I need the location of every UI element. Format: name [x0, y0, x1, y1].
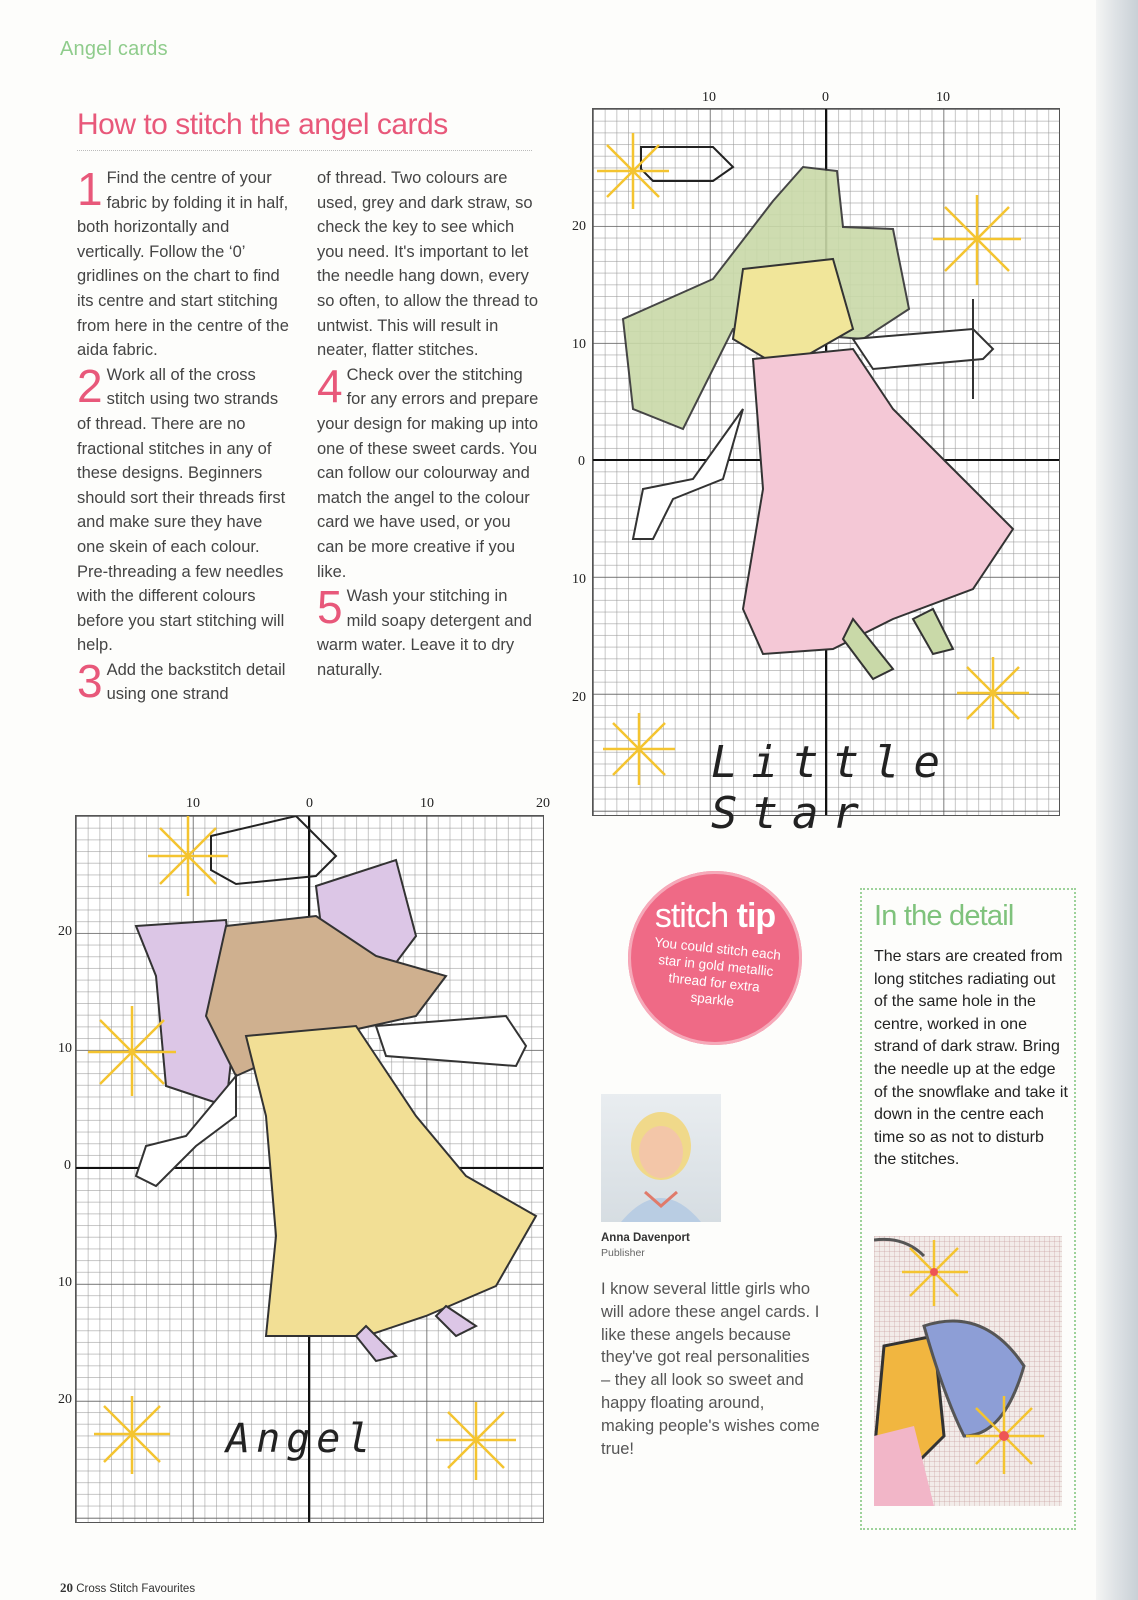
detail-photo [874, 1236, 1062, 1506]
chart1-side-label: 10 [572, 572, 586, 587]
chart1-side-label: 0 [578, 454, 585, 469]
title-divider [77, 150, 532, 151]
step-3 [77, 654, 292, 707]
step-text: Find the centre of your fabric by folding it in half, both horizontally and vertically. Follow the ‘0’ gridlines on the chart to find its centre and start stitching from here in the centre of the aida fabric. [77, 169, 289, 360]
tip-heading-a: stitch [654, 897, 729, 935]
chart2-top-label: 10 [186, 796, 200, 811]
little-star-motif [593, 109, 1059, 815]
chart-angel [75, 815, 544, 1523]
step-3-continued: of thread. Two colours are used, grey and dark straw, so check the key to see which you need. It's important to let the needle hang down, every so often, to allow the thread to untwist. This will result in neater, flatter stitches. [317, 169, 539, 360]
instructions-column-1 [77, 163, 292, 707]
tip-heading [628, 897, 802, 936]
publisher-portrait-illustration [601, 1094, 721, 1222]
step-2 [77, 359, 292, 658]
chart1-side-label: 20 [572, 690, 586, 705]
chart1-top-label: 10 [702, 90, 716, 105]
publisher-name: Anna Davenport [601, 1232, 690, 1244]
article-title: How to stitch the angel cards [77, 108, 448, 141]
chart2-side-label: 20 [58, 924, 72, 939]
chart2-side-label: 0 [64, 1158, 71, 1173]
chart1-top-label: 0 [822, 90, 829, 105]
angel-caption: Angel [226, 1416, 377, 1462]
tip-heading-b: tip [736, 897, 776, 935]
chart1-side-label: 10 [572, 337, 586, 352]
chart1-top-label: 10 [936, 90, 950, 105]
detail-text: The stars are created from long stitches radiating out of the same hole in the centre, worked in one strand of dark straw. Bring the needle up at the edge of the snowflake and take it down in the centre each time so as not to disturb the stitches. [874, 948, 1068, 1169]
in-the-detail-panel [860, 888, 1076, 1530]
detail-heading: In the detail [874, 900, 1014, 932]
step-text: Wash your stitching in mild soapy detergent and warm water. Leave it to dry naturally. [317, 587, 532, 679]
step-number: 3 [77, 654, 103, 707]
chart2-side-label: 10 [58, 1275, 72, 1290]
stitch-tip-badge [628, 871, 802, 1045]
step-1 [77, 163, 292, 363]
stitch-closeup-illustration [874, 1236, 1062, 1506]
publisher-photo [601, 1094, 721, 1222]
step-number: 1 [77, 163, 103, 215]
step-text: Work all of the cross stitch using two strands of thread. There are no fractional stitches in any of these designs. Beginners should sort their threads first and make sure they have one skein of each colour. Pre-threading a few needles with the different colours before you start stitching will help. [77, 365, 286, 655]
step-text: Check over the stitching for any errors and prepare your design for making up into one of these sweet cards. You can follow our colourway and match the angel to the colour card we have used, or you can be more creative if you like. [317, 365, 539, 581]
page-footer [60, 1580, 195, 1596]
section-header: Angel cards [60, 38, 168, 60]
publisher-quote: I know several little girls who will adore these angel cards. I like these angels because they've got real personalities – they all look so sweet and happy floating around, making people's wishes come true! [601, 1280, 820, 1458]
step-5 [317, 581, 539, 682]
step-number: 2 [77, 359, 103, 412]
step-number: 5 [317, 581, 343, 634]
page-binding-shadow [1096, 0, 1138, 1600]
instructions-column-2 [317, 166, 539, 682]
chart2-top-label: 10 [420, 796, 434, 811]
chart-little-star [592, 108, 1060, 839]
page-number: 20 [60, 1580, 73, 1595]
step-text: Add the backstitch detail using one strand [106, 660, 286, 704]
magazine-name: Cross Stitch Favourites [76, 1583, 196, 1595]
tip-text: You could stitch each star in gold metallic thread for extra sparkle [653, 934, 782, 1010]
step-number: 4 [317, 359, 343, 412]
chart2-top-label: 0 [306, 796, 313, 811]
chart2-top-label: 20 [536, 796, 550, 811]
step-4 [317, 359, 539, 584]
chart1-side-label: 20 [572, 219, 586, 234]
chart2-side-label: 20 [58, 1392, 72, 1407]
chart2-side-label: 10 [58, 1041, 72, 1056]
publisher-role: Publisher [601, 1247, 645, 1259]
little-star-caption: Little Star [711, 737, 954, 839]
